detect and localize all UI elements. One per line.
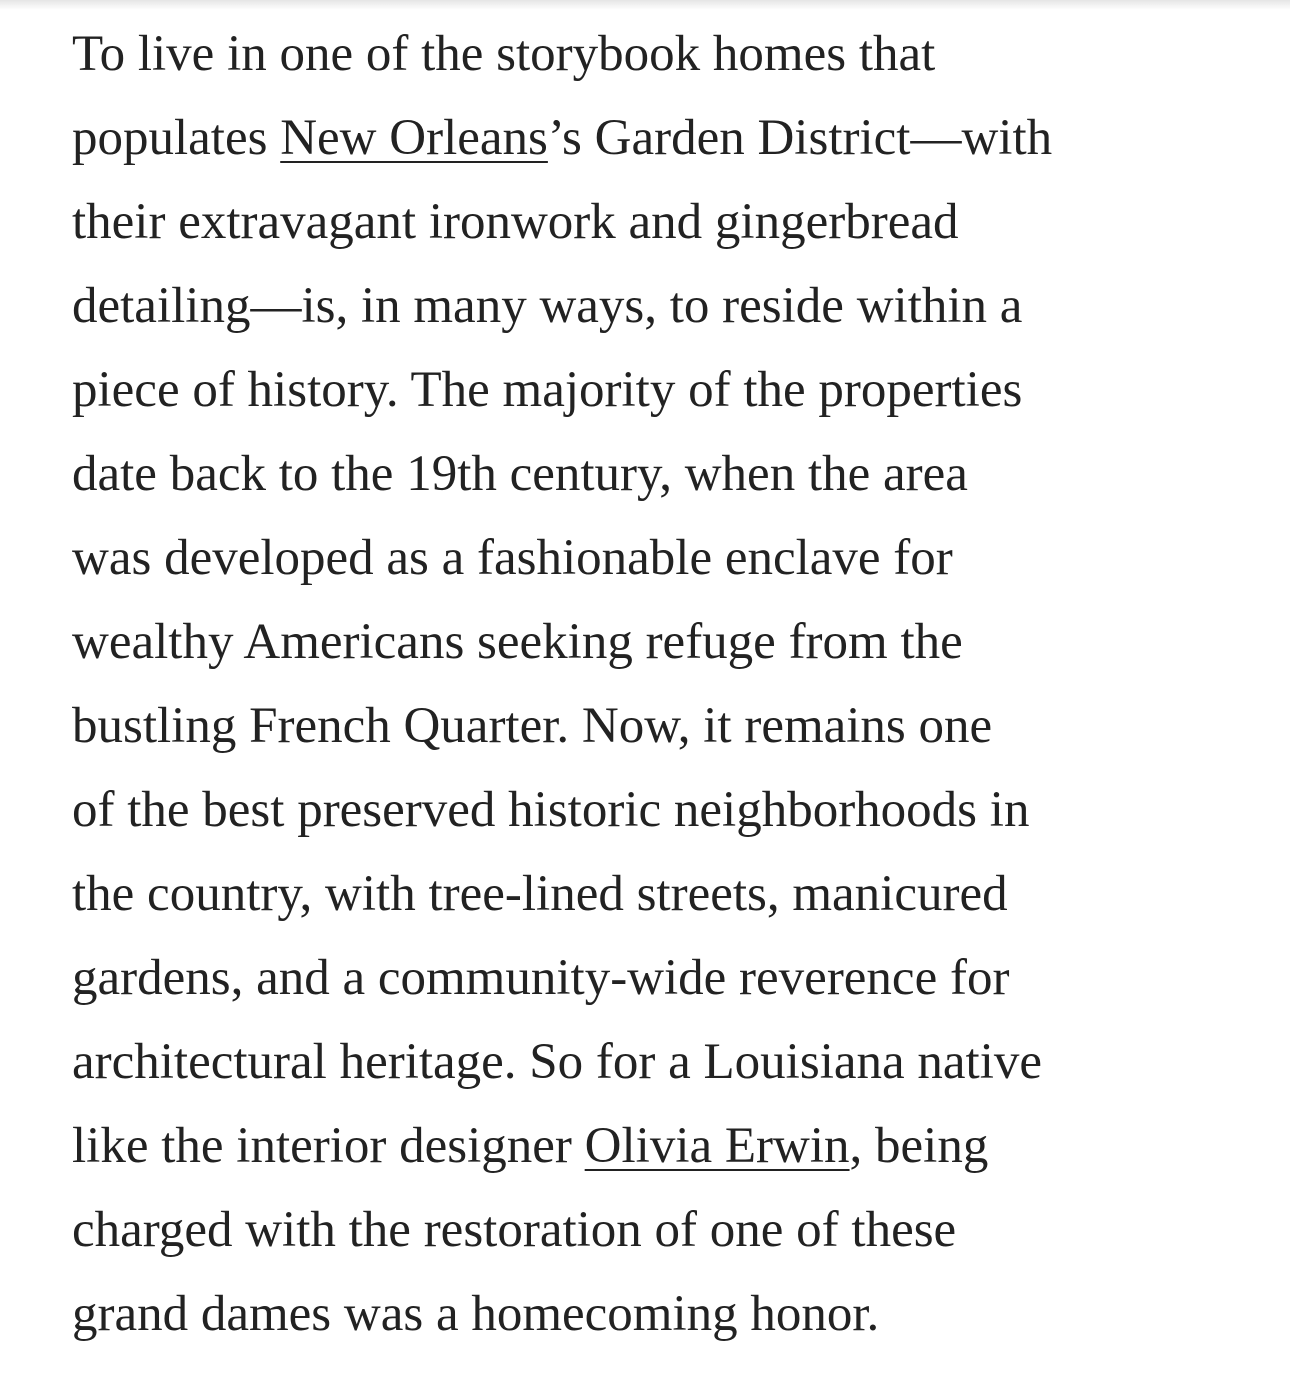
paragraph-line: grand dames was a homecoming honor. <box>72 1286 880 1342</box>
paragraph-line: To live in one of the storybook homes that <box>72 26 936 82</box>
top-edge-shadow <box>0 0 1290 10</box>
paragraph-line <box>72 1104 1262 1188</box>
line-text: , being <box>849 1118 989 1174</box>
paragraph-line: gardens, and a community-wide reverence for <box>72 950 1010 1006</box>
paragraph-line: their extravagant ironwork and gingerbread <box>72 194 959 250</box>
article-paragraph <box>72 12 1262 1356</box>
olivia-erwin-link[interactable]: Olivia Erwin <box>584 1118 850 1174</box>
line-text: like the interior designer <box>72 1118 585 1174</box>
paragraph-line: architectural heritage. So for a Louisiana native <box>72 1034 1042 1090</box>
paragraph-line: charged with the restoration of one of these <box>72 1202 957 1258</box>
paragraph-line: wealthy Americans seeking refuge from the <box>72 614 963 670</box>
article-body <box>72 12 1262 1356</box>
line-text: populates <box>72 110 281 166</box>
paragraph-line: bustling French Quarter. Now, it remains one <box>72 698 993 754</box>
paragraph-line: of the best preserved historic neighborhoods in <box>72 782 1030 838</box>
paragraph-line: the country, with tree-lined streets, manicured <box>72 866 1008 922</box>
paragraph-line: piece of history. The majority of the properties <box>72 362 1023 418</box>
line-text: ’s Garden District—with <box>547 110 1053 166</box>
paragraph-line: date back to the 19th century, when the area <box>72 446 968 502</box>
paragraph-line: was developed as a fashionable enclave for <box>72 530 953 586</box>
paragraph-line <box>72 96 1262 180</box>
paragraph-line: detailing—is, in many ways, to reside within a <box>72 278 1023 334</box>
new-orleans-link[interactable]: New Orleans <box>280 110 548 166</box>
